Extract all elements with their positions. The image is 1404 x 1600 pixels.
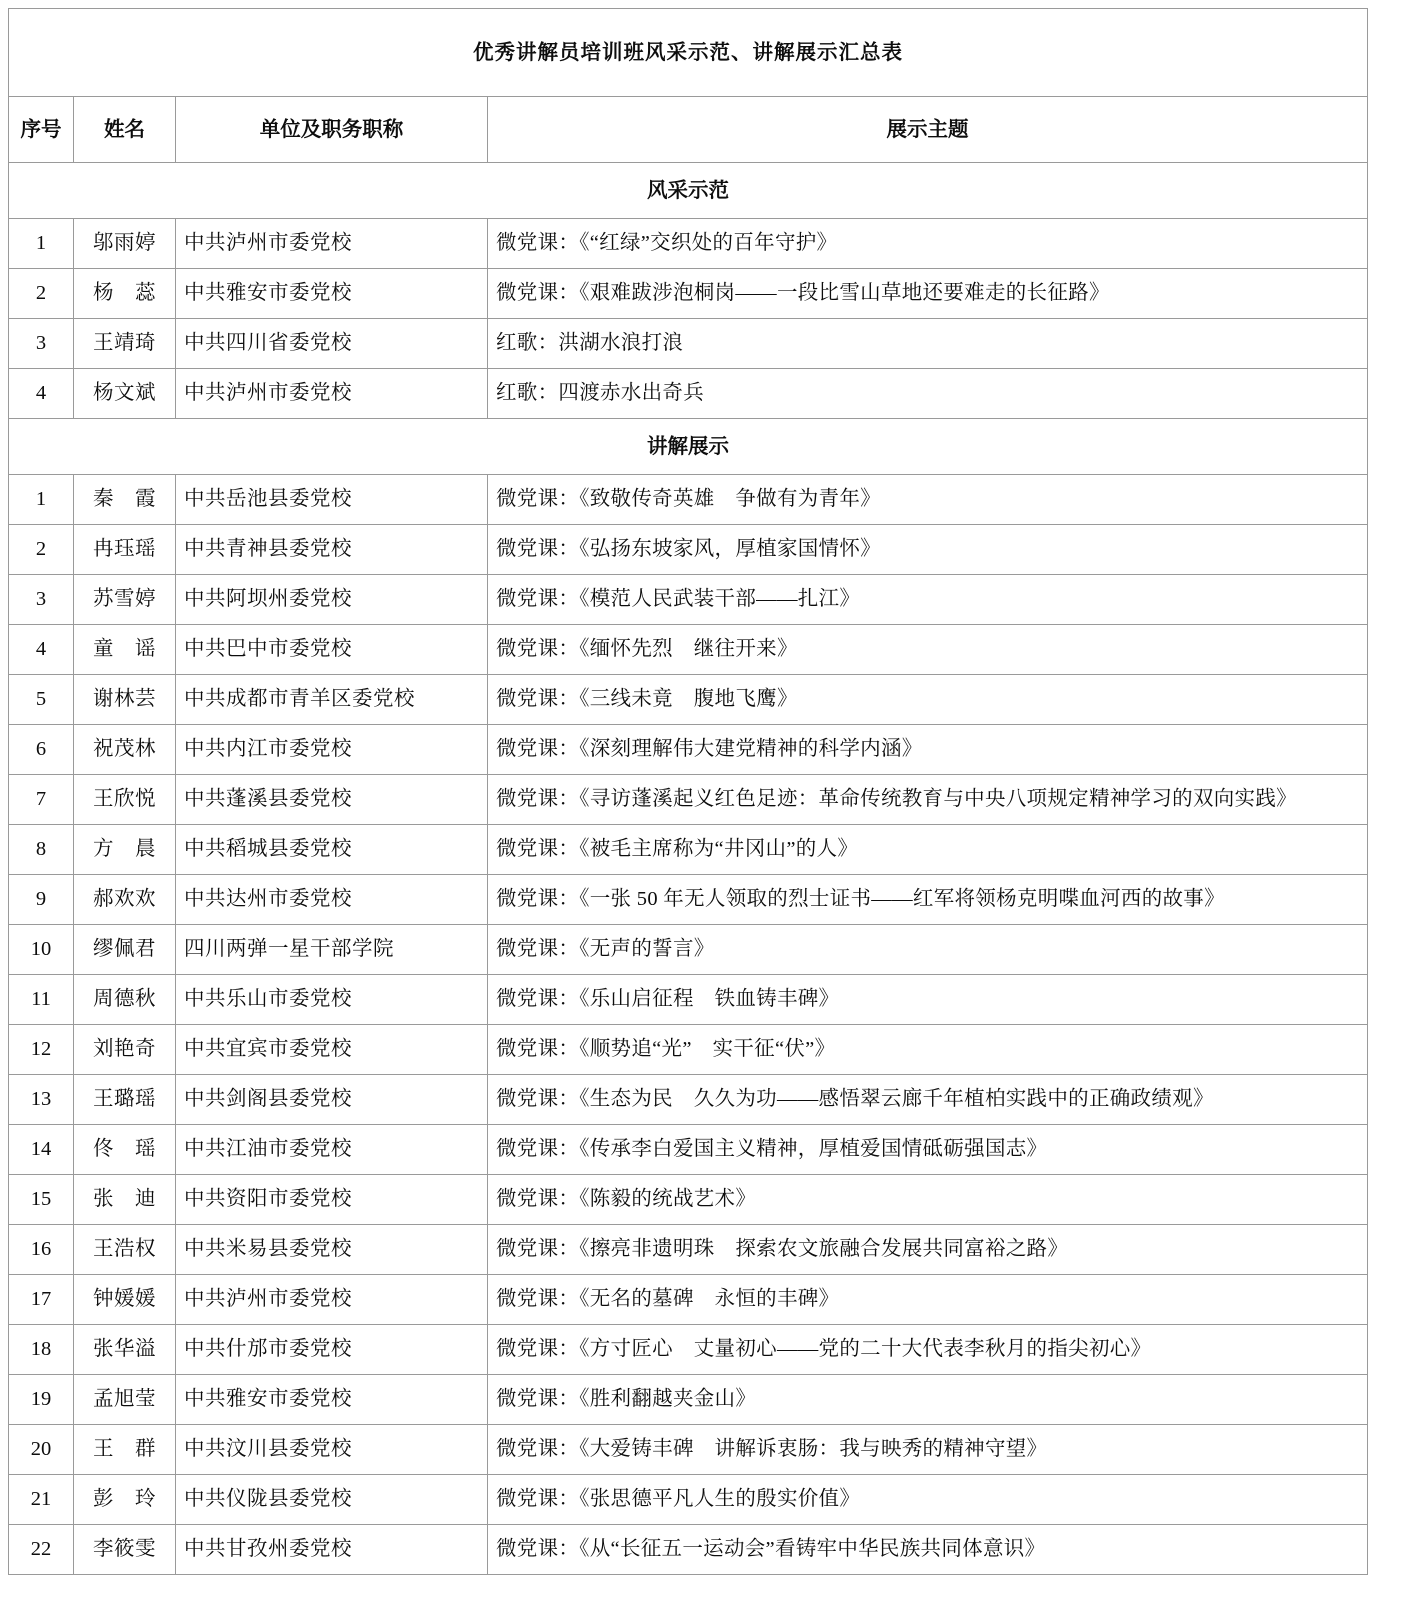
row-index: 8 bbox=[9, 825, 74, 875]
row-name: 邬雨婷 bbox=[74, 219, 176, 269]
row-name: 杨 蕊 bbox=[74, 269, 176, 319]
table-row bbox=[9, 369, 1368, 419]
row-unit: 中共泸州市委党校 bbox=[176, 369, 488, 419]
title-row bbox=[9, 9, 1368, 97]
row-topic: 微党课：《致敬传奇英雄 争做有为青年》 bbox=[488, 475, 1368, 525]
table-row bbox=[9, 875, 1368, 925]
row-unit: 中共剑阁县委党校 bbox=[176, 1075, 488, 1125]
table-row bbox=[9, 1225, 1368, 1275]
row-unit: 中共阿坝州委党校 bbox=[176, 575, 488, 625]
row-name: 郝欢欢 bbox=[74, 875, 176, 925]
row-unit: 中共仪陇县委党校 bbox=[176, 1475, 488, 1525]
row-topic: 微党课：《陈毅的统战艺术》 bbox=[488, 1175, 1368, 1225]
row-unit: 中共乐山市委党校 bbox=[176, 975, 488, 1025]
row-name: 方 晨 bbox=[74, 825, 176, 875]
row-name: 秦 霞 bbox=[74, 475, 176, 525]
summary-table bbox=[8, 8, 1368, 1575]
table-row bbox=[9, 825, 1368, 875]
row-index: 2 bbox=[9, 525, 74, 575]
row-name: 苏雪婷 bbox=[74, 575, 176, 625]
row-index: 16 bbox=[9, 1225, 74, 1275]
table-row bbox=[9, 1475, 1368, 1525]
table-row bbox=[9, 725, 1368, 775]
row-unit: 中共巴中市委党校 bbox=[176, 625, 488, 675]
row-unit: 中共内江市委党校 bbox=[176, 725, 488, 775]
row-topic: 微党课：《缅怀先烈 继往开来》 bbox=[488, 625, 1368, 675]
row-index: 6 bbox=[9, 725, 74, 775]
table-row bbox=[9, 1325, 1368, 1375]
column-header-name: 姓名 bbox=[74, 97, 176, 163]
row-topic: 微党课：《乐山启征程 铁血铸丰碑》 bbox=[488, 975, 1368, 1025]
row-index: 22 bbox=[9, 1525, 74, 1575]
row-unit: 中共资阳市委党校 bbox=[176, 1175, 488, 1225]
document-title: 优秀讲解员培训班风采示范、讲解展示汇总表 bbox=[9, 9, 1368, 97]
row-unit: 中共稻城县委党校 bbox=[176, 825, 488, 875]
table-row bbox=[9, 1175, 1368, 1225]
row-unit: 中共江油市委党校 bbox=[176, 1125, 488, 1175]
row-index: 10 bbox=[9, 925, 74, 975]
table-row bbox=[9, 775, 1368, 825]
row-index: 4 bbox=[9, 625, 74, 675]
row-topic: 微党课：《“红绿”交织处的百年守护》 bbox=[488, 219, 1368, 269]
table-row bbox=[9, 1275, 1368, 1325]
row-name: 杨文斌 bbox=[74, 369, 176, 419]
row-topic: 红歌：四渡赤水出奇兵 bbox=[488, 369, 1368, 419]
row-topic: 微党课：《从“长征五一运动会”看铸牢中华民族共同体意识》 bbox=[488, 1525, 1368, 1575]
row-name: 刘艳奇 bbox=[74, 1025, 176, 1075]
table-row bbox=[9, 319, 1368, 369]
row-unit: 中共雅安市委党校 bbox=[176, 1375, 488, 1425]
row-index: 13 bbox=[9, 1075, 74, 1125]
row-topic: 微党课：《被毛主席称为“井冈山”的人》 bbox=[488, 825, 1368, 875]
row-name: 周德秋 bbox=[74, 975, 176, 1025]
row-index: 9 bbox=[9, 875, 74, 925]
row-index: 3 bbox=[9, 575, 74, 625]
table-row bbox=[9, 925, 1368, 975]
row-unit: 中共泸州市委党校 bbox=[176, 219, 488, 269]
column-header-row bbox=[9, 97, 1368, 163]
row-topic: 微党课：《弘扬东坡家风，厚植家国情怀》 bbox=[488, 525, 1368, 575]
row-name: 王浩权 bbox=[74, 1225, 176, 1275]
row-name: 王 群 bbox=[74, 1425, 176, 1475]
row-unit: 四川两弹一星干部学院 bbox=[176, 925, 488, 975]
section-header-row bbox=[9, 163, 1368, 219]
table-row bbox=[9, 269, 1368, 319]
row-topic: 微党课：《寻访蓬溪起义红色足迹：革命传统教育与中央八项规定精神学习的双向实践》 bbox=[488, 775, 1368, 825]
row-index: 2 bbox=[9, 269, 74, 319]
row-topic: 微党课：《方寸匠心 丈量初心——党的二十大代表李秋月的指尖初心》 bbox=[488, 1325, 1368, 1375]
row-name: 王靖琦 bbox=[74, 319, 176, 369]
row-name: 李筱雯 bbox=[74, 1525, 176, 1575]
row-index: 3 bbox=[9, 319, 74, 369]
row-topic: 微党课：《顺势追“光” 实干征“伏”》 bbox=[488, 1025, 1368, 1075]
row-unit: 中共岳池县委党校 bbox=[176, 475, 488, 525]
row-name: 张 迪 bbox=[74, 1175, 176, 1225]
table-row bbox=[9, 625, 1368, 675]
table-row bbox=[9, 1025, 1368, 1075]
table-row bbox=[9, 525, 1368, 575]
table-row bbox=[9, 475, 1368, 525]
row-index: 21 bbox=[9, 1475, 74, 1525]
table-row bbox=[9, 1075, 1368, 1125]
row-topic: 微党课：《深刻理解伟大建党精神的科学内涵》 bbox=[488, 725, 1368, 775]
row-topic: 红歌：洪湖水浪打浪 bbox=[488, 319, 1368, 369]
table-row bbox=[9, 1375, 1368, 1425]
row-index: 5 bbox=[9, 675, 74, 725]
row-unit: 中共米易县委党校 bbox=[176, 1225, 488, 1275]
row-index: 11 bbox=[9, 975, 74, 1025]
table-body bbox=[9, 9, 1368, 1575]
row-unit: 中共泸州市委党校 bbox=[176, 1275, 488, 1325]
table-row bbox=[9, 1525, 1368, 1575]
row-topic: 微党课：《艰难跋涉泡桐岗——一段比雪山草地还要难走的长征路》 bbox=[488, 269, 1368, 319]
row-name: 彭 玲 bbox=[74, 1475, 176, 1525]
row-topic: 微党课：《传承李白爱国主义精神，厚植爱国情砥砺强国志》 bbox=[488, 1125, 1368, 1175]
column-header-index: 序号 bbox=[9, 97, 74, 163]
row-topic: 微党课：《一张 50 年无人领取的烈士证书——红军将领杨克明喋血河西的故事》 bbox=[488, 875, 1368, 925]
row-index: 19 bbox=[9, 1375, 74, 1425]
row-index: 18 bbox=[9, 1325, 74, 1375]
row-name: 王璐瑶 bbox=[74, 1075, 176, 1125]
row-topic: 微党课：《擦亮非遗明珠 探索农文旅融合发展共同富裕之路》 bbox=[488, 1225, 1368, 1275]
row-index: 15 bbox=[9, 1175, 74, 1225]
row-unit: 中共什邡市委党校 bbox=[176, 1325, 488, 1375]
row-unit: 中共甘孜州委党校 bbox=[176, 1525, 488, 1575]
table-row bbox=[9, 975, 1368, 1025]
row-topic: 微党课：《大爱铸丰碑 讲解诉衷肠：我与映秀的精神守望》 bbox=[488, 1425, 1368, 1475]
row-unit: 中共成都市青羊区委党校 bbox=[176, 675, 488, 725]
section-header-row bbox=[9, 419, 1368, 475]
section-label: 风采示范 bbox=[9, 163, 1368, 219]
row-index: 14 bbox=[9, 1125, 74, 1175]
section-label: 讲解展示 bbox=[9, 419, 1368, 475]
table-row bbox=[9, 219, 1368, 269]
table-row bbox=[9, 575, 1368, 625]
column-header-unit: 单位及职务职称 bbox=[176, 97, 488, 163]
row-index: 7 bbox=[9, 775, 74, 825]
row-topic: 微党课：《张思德平凡人生的殷实价值》 bbox=[488, 1475, 1368, 1525]
row-name: 冉珏瑶 bbox=[74, 525, 176, 575]
row-index: 20 bbox=[9, 1425, 74, 1475]
row-index: 1 bbox=[9, 219, 74, 269]
row-unit: 中共雅安市委党校 bbox=[176, 269, 488, 319]
table-row bbox=[9, 1425, 1368, 1475]
row-unit: 中共宜宾市委党校 bbox=[176, 1025, 488, 1075]
row-index: 1 bbox=[9, 475, 74, 525]
row-unit: 中共达州市委党校 bbox=[176, 875, 488, 925]
row-name: 童 谣 bbox=[74, 625, 176, 675]
row-unit: 中共蓬溪县委党校 bbox=[176, 775, 488, 825]
table-row bbox=[9, 1125, 1368, 1175]
row-topic: 微党课：《无声的誓言》 bbox=[488, 925, 1368, 975]
row-topic: 微党课：《模范人民武装干部——扎江》 bbox=[488, 575, 1368, 625]
row-unit: 中共四川省委党校 bbox=[176, 319, 488, 369]
column-header-topic: 展示主题 bbox=[488, 97, 1368, 163]
row-name: 钟媛媛 bbox=[74, 1275, 176, 1325]
row-index: 17 bbox=[9, 1275, 74, 1325]
row-name: 谢林芸 bbox=[74, 675, 176, 725]
row-name: 祝茂林 bbox=[74, 725, 176, 775]
row-name: 孟旭莹 bbox=[74, 1375, 176, 1425]
row-unit: 中共汶川县委党校 bbox=[176, 1425, 488, 1475]
row-topic: 微党课：《无名的墓碑 永恒的丰碑》 bbox=[488, 1275, 1368, 1325]
row-name: 王欣悦 bbox=[74, 775, 176, 825]
row-name: 佟 瑶 bbox=[74, 1125, 176, 1175]
row-topic: 微党课：《生态为民 久久为功——感悟翠云廊千年植柏实践中的正确政绩观》 bbox=[488, 1075, 1368, 1125]
row-index: 4 bbox=[9, 369, 74, 419]
row-topic: 微党课：《三线未竟 腹地飞鹰》 bbox=[488, 675, 1368, 725]
row-name: 缪佩君 bbox=[74, 925, 176, 975]
row-index: 12 bbox=[9, 1025, 74, 1075]
row-name: 张华溢 bbox=[74, 1325, 176, 1375]
row-topic: 微党课：《胜利翻越夹金山》 bbox=[488, 1375, 1368, 1425]
table-row bbox=[9, 675, 1368, 725]
row-unit: 中共青神县委党校 bbox=[176, 525, 488, 575]
